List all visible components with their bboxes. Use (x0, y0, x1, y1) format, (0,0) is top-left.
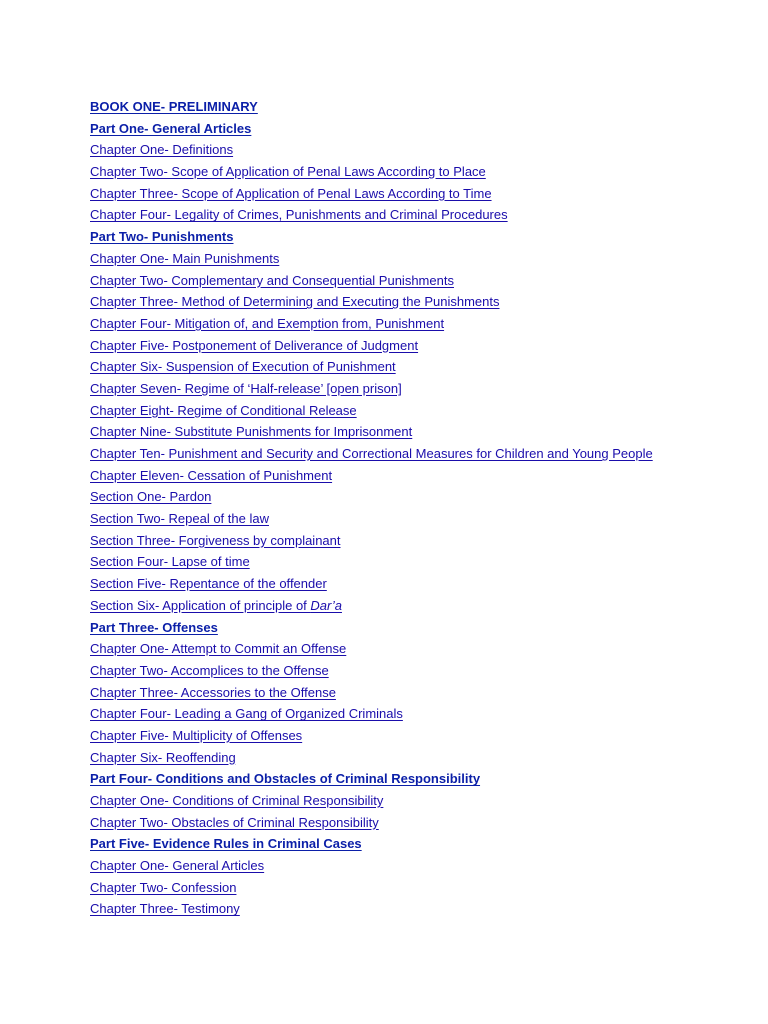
toc-row (90, 248, 760, 270)
toc-row (90, 595, 760, 617)
toc-link-text: Chapter Two- Complementary and Consequential Punishments (90, 272, 454, 288)
toc-link[interactable] (90, 381, 402, 396)
toc-link-text: Chapter Four- Legality of Crimes, Punishments and Criminal Procedures (90, 207, 508, 223)
toc-link[interactable] (90, 706, 403, 721)
toc-link-text: Chapter Five- Postponement of Deliverance of Judgment (90, 337, 419, 353)
toc-heading-row (90, 226, 760, 248)
toc-link-text: Part Four- Conditions and Obstacles of Criminal Responsibility (90, 771, 481, 787)
toc-link[interactable] (90, 251, 279, 266)
toc-heading-row (90, 617, 760, 639)
toc-link[interactable] (90, 424, 412, 439)
toc-heading-row (90, 768, 760, 790)
toc-link[interactable] (90, 359, 396, 374)
toc-row (90, 682, 760, 704)
toc-link-text: Section Three- Forgiveness by complainant (90, 532, 341, 548)
toc-row (90, 356, 760, 378)
toc-link[interactable] (90, 446, 653, 461)
toc-link[interactable] (90, 338, 418, 353)
toc-link-text: Chapter Two- Accomplices to the Offense (90, 662, 329, 678)
toc-link[interactable] (90, 164, 486, 179)
toc-link[interactable] (90, 858, 264, 873)
toc-link[interactable] (90, 598, 342, 613)
toc-row (90, 421, 760, 443)
table-of-contents (90, 96, 760, 920)
toc-link[interactable] (90, 403, 357, 418)
toc-link-text: Chapter One- Conditions of Criminal Responsibility (90, 793, 384, 808)
toc-heading-link[interactable] (90, 620, 218, 635)
toc-link[interactable] (90, 901, 240, 916)
toc-link-text: Section Six- Application of principle of (90, 597, 311, 613)
toc-link[interactable] (90, 273, 454, 288)
toc-link[interactable] (90, 685, 336, 700)
toc-row (90, 790, 760, 812)
toc-heading-link[interactable] (90, 121, 251, 136)
toc-row (90, 400, 760, 422)
toc-row (90, 703, 760, 725)
toc-link-text: Chapter Three- Method of Determining and Executing the Punishments (90, 294, 500, 310)
toc-link-text: Section Two- Repeal of the law (90, 511, 269, 527)
toc-link-text: Chapter Eight- Regime of Conditional Release (90, 402, 357, 418)
toc-link[interactable] (90, 142, 233, 157)
toc-link[interactable] (90, 207, 508, 222)
toc-row (90, 725, 760, 747)
toc-link[interactable] (90, 663, 329, 678)
toc-link[interactable] (90, 815, 379, 830)
toc-link[interactable] (90, 316, 444, 331)
toc-link-text: Chapter Five- Multiplicity of Offenses (90, 727, 303, 743)
toc-row (90, 530, 760, 552)
toc-link-text: BOOK ONE- PRELIMINARY (90, 99, 258, 114)
toc-link-text: Chapter One- Definitions (90, 142, 234, 158)
toc-link[interactable] (90, 294, 500, 309)
toc-link-text: Chapter Six- Suspension of Execution of Punishment (90, 359, 396, 375)
toc-row (90, 486, 760, 508)
toc-link-text: Chapter One- Attempt to Commit an Offense (90, 641, 347, 657)
toc-link[interactable] (90, 793, 383, 808)
toc-link-text: Chapter Seven- Regime of ‘Half-release’ [open prison] (90, 380, 402, 396)
toc-link[interactable] (90, 576, 327, 591)
toc-link-text: Part Two- Punishments (90, 229, 234, 245)
toc-row (90, 161, 760, 183)
toc-link[interactable] (90, 511, 269, 526)
toc-link-text: Chapter One- Main Punishments (90, 250, 280, 266)
toc-link-text: Chapter One- General Articles (90, 858, 265, 874)
toc-row (90, 204, 760, 226)
toc-row (90, 291, 760, 313)
toc-link-text: Part Three- Offenses (90, 619, 218, 635)
toc-row (90, 898, 760, 920)
toc-link[interactable] (90, 880, 236, 895)
toc-row (90, 378, 760, 400)
toc-row (90, 573, 760, 595)
toc-row (90, 508, 760, 530)
toc-link-text: Chapter Ten- Punishment and Security and Correctional Measures for Children and Young People (90, 446, 653, 461)
toc-row (90, 139, 760, 161)
toc-link-text: Chapter Three- Scope of Application of Penal Laws According to Time (90, 185, 492, 201)
toc-link[interactable] (90, 750, 236, 765)
toc-link-text: Part Five- Evidence Rules in Criminal Cases (90, 836, 362, 852)
toc-link-text: Chapter Two- Obstacles of Criminal Responsibility (90, 814, 379, 830)
toc-row (90, 747, 760, 769)
toc-link[interactable] (90, 728, 302, 743)
toc-heading-row (90, 118, 760, 140)
toc-link-text: Section One- Pardon (90, 489, 212, 505)
toc-link-text: Chapter Nine- Substitute Punishments for Imprisonment (90, 424, 413, 440)
toc-row (90, 270, 760, 292)
toc-link-italic-term: Dar’a (310, 597, 342, 613)
toc-link[interactable] (90, 468, 332, 483)
toc-row (90, 660, 760, 682)
toc-heading-link[interactable] (90, 229, 234, 244)
toc-link[interactable] (90, 554, 250, 569)
toc-link-text: Chapter Four- Mitigation of, and Exemption from, Punishment (90, 315, 445, 331)
toc-heading-link[interactable] (90, 771, 480, 786)
toc-link[interactable] (90, 641, 346, 656)
toc-row (90, 812, 760, 834)
toc-link-text: Chapter Four- Leading a Gang of Organized Criminals (90, 706, 403, 722)
toc-row (90, 877, 760, 899)
toc-row (90, 335, 760, 357)
toc-link-text: Chapter Two- Scope of Application of Penal Laws According to Place (90, 164, 486, 180)
toc-link-text: Chapter Eleven- Cessation of Punishment (90, 467, 333, 483)
toc-link-text: Section Five- Repentance of the offender (90, 576, 327, 592)
toc-row (90, 465, 760, 487)
toc-heading-row (90, 96, 760, 118)
toc-row (90, 183, 760, 205)
toc-link-text: Chapter Three- Accessories to the Offense (90, 684, 336, 700)
toc-link[interactable] (90, 186, 492, 201)
toc-row (90, 855, 760, 877)
toc-heading-link[interactable] (90, 99, 258, 114)
toc-link-text: Chapter Two- Confession (90, 879, 237, 895)
toc-link[interactable] (90, 533, 341, 548)
toc-row (90, 551, 760, 573)
toc-link-text: Chapter Three- Testimony (90, 901, 240, 917)
toc-row (90, 638, 760, 660)
toc-heading-link[interactable] (90, 836, 362, 851)
toc-link[interactable] (90, 489, 211, 504)
toc-link-text: Chapter Six- Reoffending (90, 749, 236, 765)
toc-link-text: Part One- General Articles (90, 120, 252, 136)
toc-link-text: Section Four- Lapse of time (90, 554, 250, 570)
toc-row (90, 313, 760, 335)
toc-heading-row (90, 833, 760, 855)
toc-row (90, 443, 760, 465)
